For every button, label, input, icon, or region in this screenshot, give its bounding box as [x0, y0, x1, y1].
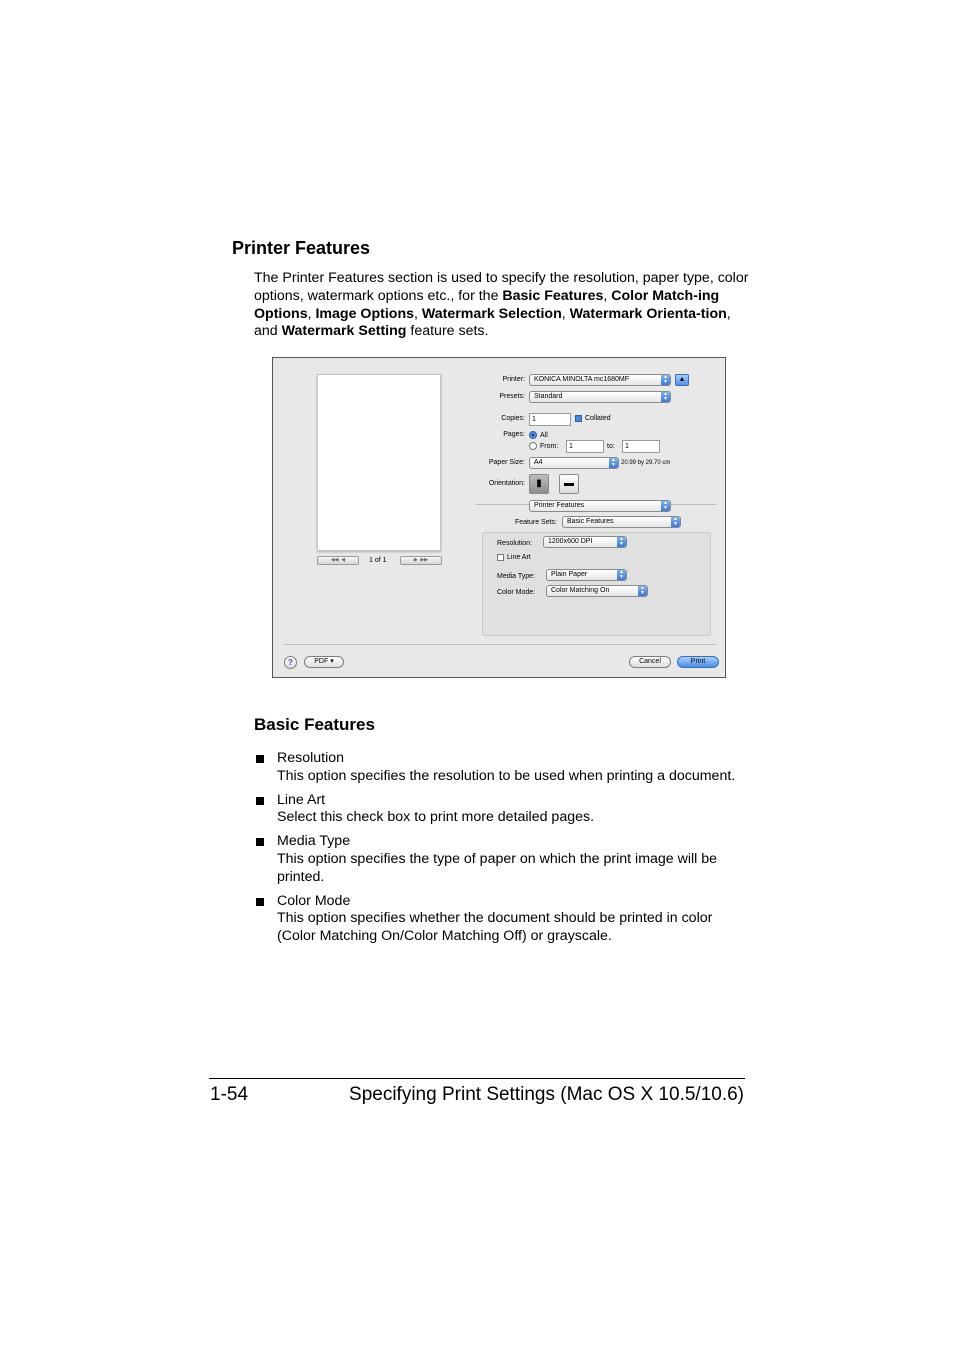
pages-all-label: All: [540, 432, 548, 439]
chevron-updown-icon: ▲ ▼: [638, 586, 647, 596]
media-type-label: Media Type:: [497, 573, 536, 580]
paper-size-popup[interactable]: A4 ▲ ▼: [529, 457, 619, 469]
page-preview: [317, 374, 441, 551]
color-mode-popup[interactable]: Color Matching On ▲ ▼: [546, 585, 648, 597]
cancel-button[interactable]: Cancel: [629, 656, 671, 668]
intro-paragraph: The Printer Features section is used to specify the resolution, paper type, color options, watermark options etc., for the Basic Features, Color Match-ing Options, Image Options, Watermark Selection, Watermark Orienta-tion, and Watermark Setting feature sets.: [254, 270, 749, 340]
chevron-updown-icon: ▲ ▼: [609, 458, 618, 468]
chevron-updown-icon: ▲ ▼: [661, 392, 670, 402]
item-title: Resolution: [277, 750, 345, 766]
page-number: 1-54: [210, 1084, 249, 1105]
subsection-heading: Basic Features: [254, 715, 375, 734]
feature-sets-label: Feature Sets:: [514, 519, 557, 526]
media-type-popup[interactable]: Plain Paper ▲ ▼: [546, 569, 627, 581]
feature-list: [254, 750, 754, 952]
preview-back-buttons[interactable]: ◀◀ ◀: [317, 556, 359, 565]
help-icon[interactable]: ?: [284, 656, 297, 669]
copies-label: Copies:: [501, 415, 525, 422]
section-heading: Printer Features: [232, 238, 371, 258]
from-label: From:: [540, 443, 559, 450]
item-description: Select this check box to print more detailed pages.: [277, 809, 595, 826]
chevron-updown-icon: ▲ ▼: [617, 570, 626, 580]
portrait-orientation-icon[interactable]: ▮: [529, 474, 549, 494]
collated-label: Collated: [585, 415, 611, 422]
item-description: This option specifies the type of paper on which the print image will be printed.: [277, 850, 718, 885]
orientation-label: Orientation:: [488, 480, 525, 487]
copies-field[interactable]: 1: [529, 413, 571, 426]
chevron-updown-icon: ▲ ▼: [671, 517, 680, 527]
expand-toggle-button[interactable]: [675, 374, 689, 386]
line-art-checkbox[interactable]: [497, 554, 504, 561]
resolution-label: Resolution:: [497, 540, 533, 547]
chapter-title: Specifying Print Settings (Mac OS X 10.5/10.6): [349, 1084, 744, 1105]
item-title: Media Type: [277, 833, 351, 850]
page-counter: 1 of 1: [369, 557, 387, 564]
from-field[interactable]: 1: [566, 440, 604, 453]
pages-label: Pages:: [503, 431, 525, 438]
resolution-popup[interactable]: 1200x600 DPI ▲ ▼: [543, 536, 627, 548]
list-item: [254, 833, 754, 886]
footer-rule: [209, 1078, 745, 1079]
to-field[interactable]: 1: [622, 440, 660, 453]
landscape-orientation-icon[interactable]: ▬: [559, 474, 579, 494]
item-description: This option specifies the resolution to be used when printing a document.: [277, 767, 736, 784]
paper-dimensions: 20.99 by 29.70 cm: [621, 460, 671, 466]
collated-checkbox[interactable]: [575, 415, 582, 422]
square-bullet-icon: [256, 898, 264, 906]
chevron-updown-icon: ▲ ▼: [661, 375, 670, 385]
preview-forward-buttons[interactable]: ▶ ▶▶: [400, 556, 442, 565]
feature-sets-popup[interactable]: Basic Features ▲ ▼: [562, 516, 681, 528]
pages-range-radio[interactable]: [529, 442, 537, 450]
to-label: to:: [607, 443, 615, 450]
printer-popup[interactable]: KONICA MINOLTA mc1680MF ▲ ▼: [529, 374, 671, 386]
square-bullet-icon: [256, 797, 264, 805]
triangle-up-icon: ▲: [678, 376, 686, 383]
presets-label: Presets:: [499, 393, 525, 400]
pages-all-radio[interactable]: [529, 431, 537, 439]
chevron-updown-icon: ▲ ▼: [617, 537, 626, 547]
chevron-updown-icon: ▲ ▼: [661, 501, 670, 511]
paper-size-label: Paper Size:: [488, 459, 525, 466]
bottom-divider: [283, 644, 717, 645]
list-item: [254, 750, 754, 786]
print-button[interactable]: Print: [677, 656, 719, 668]
item-title: Line Art: [277, 791, 326, 808]
presets-popup[interactable]: Standard ▲ ▼: [529, 391, 671, 403]
panel-popup[interactable]: Printer Features ▲ ▼: [529, 500, 671, 512]
pdf-button[interactable]: PDF ▾: [304, 656, 344, 668]
item-description: This option specifies whether the document should be printed in color (Color Matching On/Color Matching Off) or grayscale.: [277, 910, 713, 945]
list-item: [254, 893, 754, 946]
list-item: [254, 792, 754, 828]
square-bullet-icon: [256, 838, 264, 846]
printer-label: Printer:: [502, 376, 525, 383]
item-title: Color Mode: [277, 892, 351, 909]
print-dialog: [272, 357, 726, 678]
square-bullet-icon: [256, 755, 264, 763]
line-art-label: Line Art: [507, 554, 531, 561]
color-mode-label: Color Mode:: [497, 589, 536, 596]
